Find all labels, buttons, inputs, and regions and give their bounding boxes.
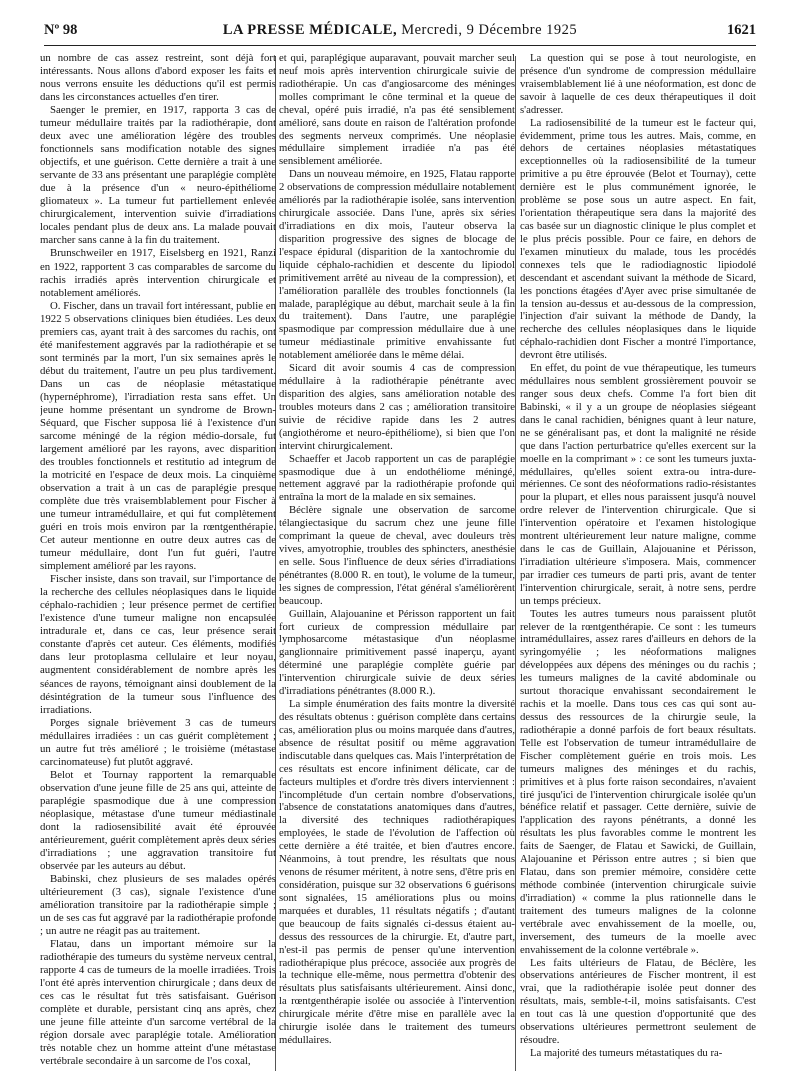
text-column-3 bbox=[520, 52, 756, 1076]
paragraph: En effet, du point de vue thérapeutique, les tumeurs médullaires nous semblent grossièrement pouvoir se ranger sous deux chefs. Comme l'a fort bien dit Babinski, « il y a un groupe de néoplasies siégeant dans le canal rachidien, bénignes quant à leur nature, ne se généralisant pas, et dont la malignité ne réside que dans l'action perturbatrice qu'elles exercent sur la moelle en la comprimant » : ce sont les tumeurs juxta-médullaires, qu'elles soient extra-ou intra-dure-mériennes. Ce sont des néoformations radio-résistantes pour la plupart, et elles nous paraissent jusqu'à nouvel ordre relever de l'intervention chirurgicale. Que si l'intervention opératoire et l'examen histologique montrent ultérieurement leur nature maligne, comme dans le cas de Guillain, Alajouanine et Périsson, l'irradiation ultérieure s'imposera. Mais, commencer par irradier ces tumeurs de parti pris, avant de tenter l'intervention chirurgicale, serait, à notre sens, perdre un temps précieux. bbox=[520, 362, 756, 607]
issue-date: Mercredi, 9 Décembre 1925 bbox=[397, 22, 578, 38]
paragraph: Brunschweiler en 1917, Eiselsberg en 1921, Ranzi en 1922, rapportent 3 cas comparables de sarcome du rachis irradiés après intervention chirurgicale et notablement améliorés. bbox=[40, 247, 276, 299]
paragraph: un nombre de cas assez restreint, sont déjà fort intéressants. Nous allons d'abord exposer les faits et nous verrons ensuite les déductions qu'il est permis dans les circonstances actuelles d'en tirer. bbox=[40, 52, 276, 104]
page-header bbox=[44, 22, 756, 42]
column-divider bbox=[515, 56, 516, 1071]
text-column-1 bbox=[40, 52, 276, 1076]
paragraph: Babinski, chez plusieurs de ses malades opérés ultérieurement (3 cas), signale l'existence d'une amélioration transitoire par la radiothérapie simple ; un de ses cas fut aggravé par la radiothérapie profonde ; un autre ne réagit pas au traitement. bbox=[40, 872, 276, 938]
paragraph: et qui, paraplégique auparavant, pouvait marcher seul neuf mois après intervention chirurgicale suivie de radiothérapie. Un cas d'angiosarcome des méninges molles comprimant le cône terminal et la queue de cheval, opéré puis irradié, n'a pas été sensiblement amélioré, sans doute en raison de l'altération profonde des segments nerveux comprimés. Une néoplasie médullaire simplement irradiée n'a pas été sensiblement améliorée. bbox=[279, 52, 515, 168]
paragraph: Porges signale brièvement 3 cas de tumeurs médullaires irradiées : un cas guérit complètement ; un autre fut très amélioré ; le troisième (métastase carcinomateuse) fut plutôt aggravé. bbox=[40, 716, 276, 768]
running-title bbox=[44, 22, 756, 39]
issue-number: Nº 98 bbox=[44, 22, 78, 38]
paragraph: Toutes les autres tumeurs nous paraissent plutôt relever de la rœntgenthérapie. Ce sont : les tumeurs intramédullaires, assez rares d'ailleurs en dehors de la syringomyélie ; les néoformations malignes développées aux dépens des méninges ou du rachis ; les tumeurs malignes de la cavité abdominale ou surtout thoracique envahissant secondairement le rachis et la moelle. Dans tous ces cas qui sont au-dessus des ressources de la chirurgie seule, la radiothérapie a donné parfois de fort beaux résultats. Telle est l'observation de tumeur intramédullaire de Fischer complètement guérie en trois mois. Les tumeurs malignes des méninges et du rachis, primitives et à plus forte raison secondaires, n'avaient tiré jusqu'ici de l'intervention chirurgicale isolée qu'un bénéfice relatif et passager. Cette dernière, suivie de l'application des rayons pénétrants, a donné les résultats les plus favorables comme le montrent les faits de Saenger, de Flatau et Sawicki, de Guillain, Alajouanine et Périsson entre autres ; si bien que Flatau, dans son premier mémoire, considère cette méthode combinée (intervention chirurgicale suivie d'irradiation) « comme la plus rationnelle dans le traitement des tumeurs malignes de la colonne vertébrale avec envahissement de la moelle, ou, inversement, des tumeurs de la moelle avec envahissement de la colonne vertébrale ». bbox=[520, 607, 756, 956]
page-number: 1621 bbox=[727, 22, 756, 38]
text-column-2 bbox=[279, 52, 515, 1076]
paragraph: La simple énumération des faits montre la diversité des résultats obtenus : guérison complète dans certains cas, amélioration plus ou moins marquée dans d'autres, absence de résultat positif ou même aggravation indiscutable dans quelques cas. Mais l'interprétation de ces résultats est encore infiniment délicate, car de facteurs multiples et d'ordre très divers interviennent : l'incomplétude d'un certain nombre d'observations, l'absence de constatations anatomiques dans d'autres, la diversité des techniques radiothérapiques employées, le stade de l'évolution de l'affection où cette dernière a été traitée, et bien d'autres encore. Néanmoins, à tout prendre, les résultats que nous venons de résumer méritent, à notre sens, d'être pris en considération, puisque sur 32 observations 6 guérisons sont signalées, 15 améliorations plus ou moins marquées et durables, 11 résultats négatifs ; d'autant que beaucoup de faits signalés ci-dessus étaient au-dessus des ressources de la chirurgie. Et, d'autre part, n'est-il pas permis de penser qu'une intervention radiothérapique plus précoce, associée aux progrès de la technique elle-même, nous permettra d'obtenir des résultats plus satisfaisants ultérieurement. Ainsi donc, la rœntgenthérapie isolée ou associée à l'intervention chirurgicale mérite d'être mise en parallèle avec la chirurgie isolée dans le traitement des tumeurs médullaires. bbox=[279, 698, 515, 1047]
paragraph: Schaeffer et Jacob rapportent un cas de paraplégie spasmodique due à un endothéliome méningé, nettement aggravé par la radiothérapie profonde qui entraîna la mort de la malade en six semaines. bbox=[279, 452, 515, 504]
paragraph: Dans un nouveau mémoire, en 1925, Flatau rapporte 2 observations de compression médullaire notablement améliorés par la radiothérapie isolée, sans intervention chirurgicale associée. Dans l'une, après six séries d'irradiations en dix mois, l'auteur observa la disparition progressive des signes de blocage de l'espace épidural (disparition de la xantochromie du liquide céphalo-rachidien et descente du lipiodol primitivement arrêté au niveau de la compression), et l'amélioration parallèle des troubles fonctionnels (la malade, paraplégique au début, marchait seule à la fin du traitement). Dans l'autre, une paraplégie spasmodique par compression médullaire due à une tumeur médiastinale primitive envahissante fut notablement améliorée dans le même délai. bbox=[279, 168, 515, 362]
header-rule bbox=[44, 45, 756, 46]
paragraph: Fischer insiste, dans son travail, sur l'importance de la recherche des cellules néoplasiques dans le liquide céphalo-rachidien ; leur présence permet de certifier l'existence d'une tumeur maligne non encapsulée intradurale et, dans ce cas, leur présence serait constante d'après cet auteur. Ces éléments, modifiés dans leur protoplasma cellulaire et leur noyau, augmentent considérablement de nombre après les séances de rayons, témoignant ainsi doublement de la désintégration de la tumeur sous l'influence des irradiations. bbox=[40, 573, 276, 716]
paragraph: La question qui se pose à tout neurologiste, en présence d'un syndrome de compression médullaire vraisemblablement lié à une néoformation, est donc de savoir à laquelle de ces deux thérapeutiques il doit s'adresser. bbox=[520, 52, 756, 116]
paragraph: La radiosensibilité de la tumeur est le facteur qui, évidemment, prime tous les autres. Mais, comme, en dehors de certaines néoplasies métastatiques exceptionnelles où la radiosensibilité de la tumeur primitive a pu être éprouvée (Belot et Tournay), cette dernière est le plus communément ignorée, le problème se pose sous un autre aspect. En fait, l'orientation thérapeutique sera dans la majorité des cas basée sur un diagnostic clinique le plus complet et le plus précis possible. Pour ce faire, en dehors de l'examen minutieux du malade, tous les procédés connexes tels que le radiodiagnostic lipiodolé descendant et ascendant suivant la méthode de Sicard, les ponctions étagées d'Ayer avec prise simultanée de la tension au-dessus et au-dessous de la compression, l'injection d'air suivant la méthode de Dandy, la recherche des cellules néoplasiques dans le liquide céphalo-rachidien dont Fischer a montré l'importance, devront être utilisés. bbox=[520, 116, 756, 362]
paragraph: Saenger le premier, en 1917, rapporta 3 cas de tumeur médullaire traités par la radiothérapie, dont deux avec une amélioration légère des troubles fonctionnels sans modification notable des signes objectifs, et une guérison. Cette dernière a trait à une servante de 33 ans présentant une paraplégie complète due à la présence d'un « neuro-épithéliome gliomateux ». La tumeur fut partiellement enlevée chirurgicalement, intervention suivie d'irradiations locales pendant plus de deux ans. La malade pouvait marcher sans canne à la fin du traitement. bbox=[40, 104, 276, 247]
paragraph: La majorité des tumeurs métastatiques du ra- bbox=[530, 1046, 723, 1059]
paragraph: Flatau, dans un important mémoire sur la radiothérapie des tumeurs du système nerveux central, rapporte 4 cas de tumeurs de la moelle irradiées. Trois l'ont été après intervention chirurgicale ; dans deux de ces cas le résultat fut très satisfaisant. Guérison complète et durable, persistant cinq ans après, chez une jeune fille atteinte d'un sarcome vertébral de la région dorsale avec paraplégie totale. Amélioration très notable chez un homme atteint d'une métastase vertébrale secondaire à un sarcome de l'os coxal, bbox=[40, 938, 276, 1068]
paragraph: Belot et Tournay rapportent la remarquable observation d'une jeune fille de 25 ans qui, atteinte de paraplégie spasmodique due à une compression néoplasique, métastase d'une tumeur médiastinale dont la radiosensibilité avait été éprouvée antérieurement, guérit complètement après deux séries d'irradiations ; une aggravation transitoire fut observée par les auteurs au début. bbox=[40, 768, 276, 872]
paragraph: Sicard dit avoir soumis 4 cas de compression médullaire à la radiothérapie pénétrante avec disparition des algies, sans amélioration notable des troubles moteurs dans 2 cas ; amélioration transitoire suivie de récidive rapide dans les 2 autres (angiothérome et neuro-épithéliome), si bien que l'on intervint chirurgicalement. bbox=[279, 362, 515, 452]
paragraph: O. Fischer, dans un travail fort intéressant, publie en 1922 5 observations cliniques bien étudiées. Les deux premiers cas, ayant trait à des sarcomes du rachis, ont été manifestement aggravés par la radiothérapie et se sont terminés par la mort, l'un six semaines après le début du traitement, l'autre un peu plus tardivement. Dans un cas de néoplasie métastatique (hypernéphrome), l'irradiation resta sans effet. Un jeune homme présentant un syndrome de Brown-Séquard, que Fischer supposa lié à l'existence d'un sarcome méningé de la région médio-dorsale, fut largement amélioré par les rayons, avec disparition des troubles fonctionnels et restitutio ad integrum de la motricité en l'espace de deux mois. La cinquième observation a trait à un cas de paraplégie presque complète due très vraisemblablement pour Fischer à une tumeur intramédullaire, et qui fut complètement guéri en trois mois environ par la rœntgenthérapie. Cet auteur mentionne en outre deux autres cas de tumeur médullaire, dont l'un fut guéri, l'autre simplement amélioré par les rayons. bbox=[40, 299, 276, 573]
journal-name: LA PRESSE MÉDICALE, bbox=[222, 22, 398, 38]
paragraph: Les faits ultérieurs de Flatau, de Béclère, les observations antérieures de Fischer montrent, il est vrai, que la radiothérapie isolée peut donner des résultats, mais, semble-t-il, moins satisfaisants. C'est en tout cas là une question d'opportunité que des observations ultérieures permettront seulement de résoudre. bbox=[520, 956, 756, 1047]
paragraph: Béclère signale une observation de sarcome télangiectasique du sacrum chez une jeune fille comprimant la queue de cheval, avec douleurs très vives, amyotrophie, troubles des sphincters, anesthésie en selle. Sous l'influence de deux séries d'irradiations pénétrantes (8.000 R. en tout), le volume de la tumeur, les signes de compression, l'état général s'améliorèrent beaucoup. bbox=[279, 504, 515, 607]
paragraph: Guillain, Alajouanine et Périsson rapportent un fait fort curieux de compression médullaire par lymphosarcome métastasique d'un néoplasme ganglionnaire primitivement passé inaperçu, ayant déterminé une paraplégie complète guérie par l'intervention chirurgicale suivie de deux séries d'irradiations pénétrantes (8.000 R.). bbox=[279, 607, 515, 698]
